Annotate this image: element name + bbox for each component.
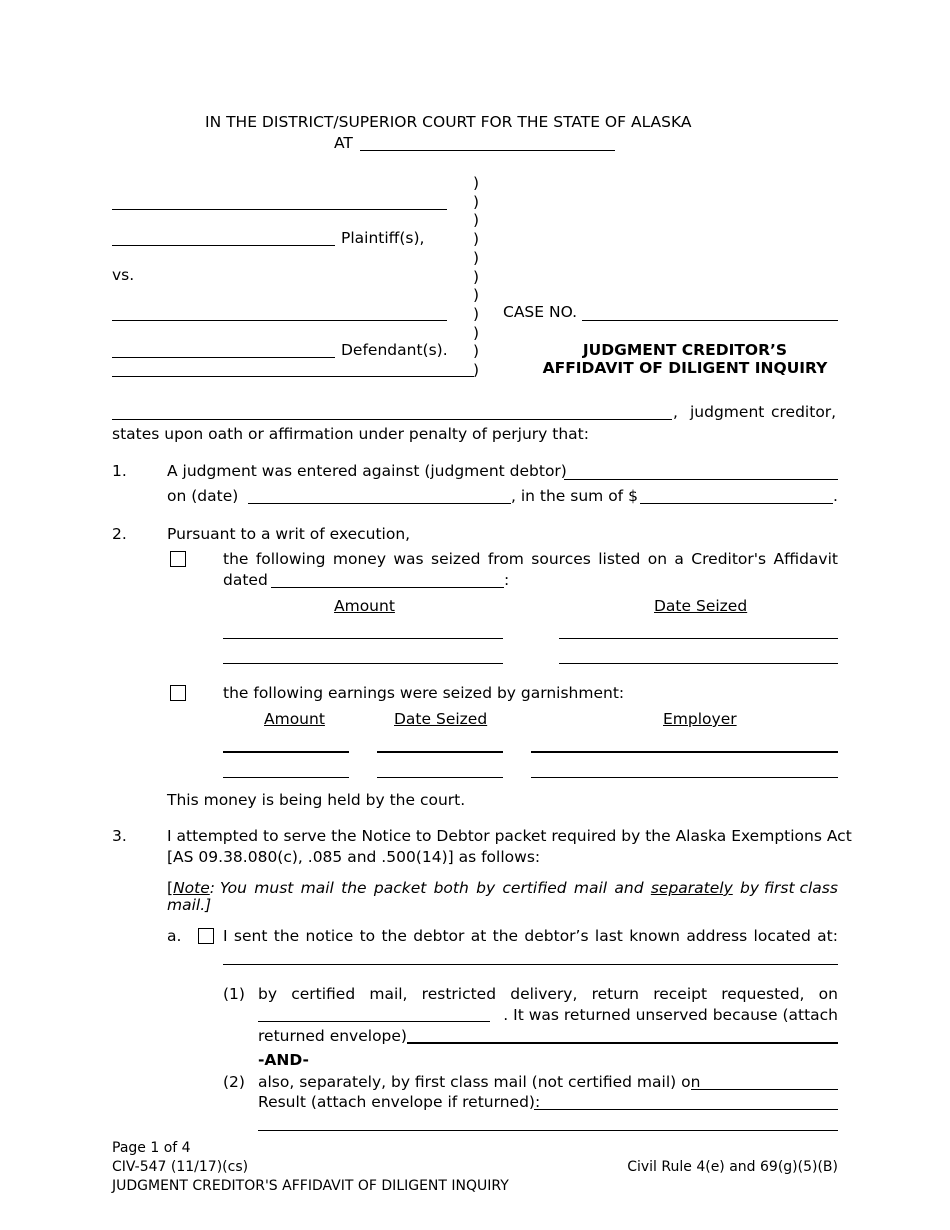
judgment-creditor-name-field[interactable] xyxy=(112,419,672,420)
on-date-label: on (date) xyxy=(167,487,239,505)
form-id: CIV-547 (11/17)(cs) xyxy=(112,1159,249,1175)
judgment-date-field[interactable] xyxy=(248,503,511,504)
sent-notice-checkbox[interactable] xyxy=(198,928,214,944)
money-seized-checkbox[interactable] xyxy=(170,551,186,567)
earnings-garnished-text: the following earnings were seized by garnishment: xyxy=(223,684,625,702)
footer-form-title: JUDGMENT CREDITOR'S AFFIDAVIT OF DILIGENT INQUIRY xyxy=(112,1178,509,1194)
sent-notice-text: I sent the notice to the debtor at the debtor’s last known address located at: xyxy=(223,927,838,945)
vs-label: vs. xyxy=(112,266,135,284)
at-label: AT xyxy=(334,134,353,152)
item-3-text-line2: [AS 09.38.080(c), .085 and .500(14)] as follows: xyxy=(167,848,541,866)
item-1-number: 1. xyxy=(112,462,127,480)
garnish-date-header: Date Seized xyxy=(394,710,488,728)
sub-2-text-line2: Result (attach envelope if returned): xyxy=(258,1093,541,1111)
sub-1-number: (1) xyxy=(223,985,245,1003)
case-no-field[interactable] xyxy=(582,320,838,321)
mail-result-field-2[interactable] xyxy=(258,1130,838,1131)
court-heading: IN THE DISTRICT/SUPERIOR COURT FOR THE STATE OF ALASKA xyxy=(205,113,692,131)
at-location-field[interactable] xyxy=(360,150,615,151)
sub-1-text-line1: by certified mail, restricted delivery, return receipt requested, on xyxy=(258,985,838,1003)
sub-1-text-line2: . It was returned unserved because (attach xyxy=(503,1006,838,1024)
plaintiff-name-field-2[interactable] xyxy=(112,245,335,246)
item-3-text-line1: I attempted to serve the Notice to Debtor packet required by the Alaska Exemptions Act xyxy=(167,827,852,845)
date-seized-column-header: Date Seized xyxy=(654,597,748,615)
seized-date-field-2[interactable] xyxy=(559,663,838,664)
plaintiff-label: Plaintiff(s), xyxy=(341,229,425,247)
creditor-affidavit-date-field[interactable] xyxy=(271,587,504,588)
sub-2-number: (2) xyxy=(223,1073,245,1091)
note-text-line1: [Note: You must mail the packet both by certified mail and separately by first class xyxy=(167,879,838,897)
intro-comma: , xyxy=(673,403,678,421)
note-text-line2: mail.] xyxy=(167,896,212,914)
case-no-label: CASE NO. xyxy=(503,303,578,321)
garnish-amount-header: Amount xyxy=(264,710,325,728)
intro-oath-text: states upon oath or affirmation under penalty of perjury that: xyxy=(112,425,589,443)
certified-mail-date-field[interactable] xyxy=(258,1021,490,1022)
sum-label: , in the sum of $ xyxy=(511,487,638,505)
item-3a-label: a. xyxy=(167,927,182,945)
garnish-employer-field-2[interactable] xyxy=(531,777,838,778)
caption-bottom-rule xyxy=(112,376,474,377)
item-3-number: 3. xyxy=(112,827,127,845)
seized-amount-field-2[interactable] xyxy=(223,663,503,664)
sub-2-text-line1: also, separately, by first class mail (not certified mail) on xyxy=(258,1073,701,1091)
intro-word-creditor: creditor, xyxy=(771,403,837,421)
plaintiff-name-field[interactable] xyxy=(112,209,447,210)
civil-rule-reference: Civil Rule 4(e) and 69(g)(5)(B) xyxy=(627,1159,838,1175)
money-seized-text: the following money was seized from sources listed on a Creditor's Affidavit xyxy=(223,550,838,568)
item-2-number: 2. xyxy=(112,525,127,543)
dated-colon: : xyxy=(504,571,510,589)
caption-parenthesis-column: ) ) ) ) ) ) ) ) ) ) ) xyxy=(473,174,480,380)
seized-amount-field-1[interactable] xyxy=(223,638,503,639)
defendant-name-field-2[interactable] xyxy=(112,357,335,358)
earnings-garnished-checkbox[interactable] xyxy=(170,685,186,701)
judgment-sum-field[interactable] xyxy=(640,503,833,504)
defendant-label: Defendant(s). xyxy=(341,341,448,359)
defendant-name-field[interactable] xyxy=(112,320,447,321)
unserved-reason-field[interactable] xyxy=(407,1042,838,1044)
garnish-employer-field-1[interactable] xyxy=(531,751,838,753)
page-number: Page 1 of 4 xyxy=(112,1140,191,1156)
first-class-mail-date-field[interactable] xyxy=(691,1089,838,1090)
seized-date-field-1[interactable] xyxy=(559,638,838,639)
sum-period: . xyxy=(833,487,838,505)
debtor-address-field[interactable] xyxy=(223,964,838,965)
dated-label: dated xyxy=(223,571,268,589)
mail-result-field[interactable] xyxy=(534,1109,838,1110)
and-label: -AND- xyxy=(258,1051,309,1069)
money-held-text: This money is being held by the court. xyxy=(167,791,466,809)
sub-1-text-line3: returned envelope) xyxy=(258,1027,407,1045)
garnish-date-field-1[interactable] xyxy=(377,751,503,753)
document-title-line2: AFFIDAVIT OF DILIGENT INQUIRY xyxy=(542,359,828,377)
garnish-employer-header: Employer xyxy=(663,710,737,728)
intro-word-judgment: judgment xyxy=(690,403,765,421)
garnish-date-field-2[interactable] xyxy=(377,777,503,778)
item-2-lead: Pursuant to a writ of execution, xyxy=(167,525,411,543)
item-1-text: A judgment was entered against (judgment debtor) xyxy=(167,462,567,480)
judgment-debtor-field[interactable] xyxy=(564,479,838,480)
garnish-amount-field-2[interactable] xyxy=(223,777,349,778)
garnish-amount-field-1[interactable] xyxy=(223,751,349,753)
document-title-line1: JUDGMENT CREDITOR’S xyxy=(582,341,788,359)
amount-column-header: Amount xyxy=(334,597,395,615)
